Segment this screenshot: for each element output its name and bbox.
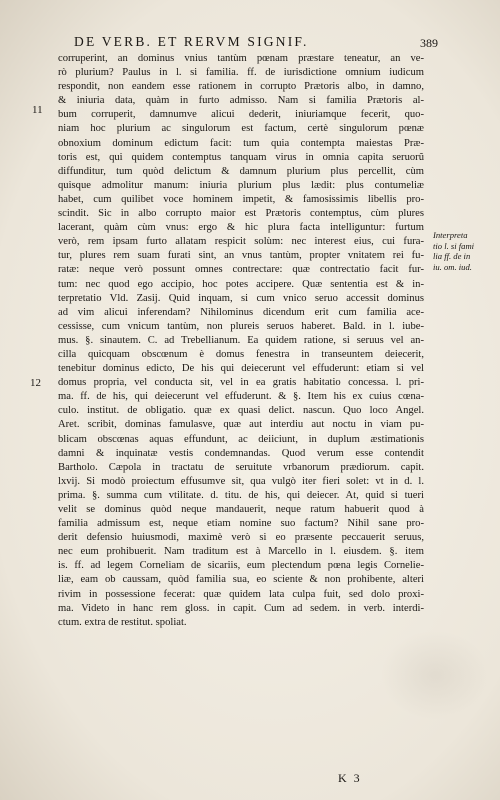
text-line: derit defensio huiusmodi, maximè verò si eo præsente peccauerit seruus, xyxy=(58,532,424,544)
marginal-note-line: Interpreta xyxy=(433,230,468,240)
text-line: scindit. Sic in albo corrupto maior est Prætoris contemptus, cùm plures xyxy=(58,208,424,220)
text-line: quisque admolitur manum: iniuria plurium plus lædit: plus contumeliæ xyxy=(58,179,424,191)
text-line: & iniuria data, quàm in furto admisso. Nam si familia Prætoris al- xyxy=(58,95,424,107)
running-head: DE VERB. ET RERVM SIGNIF. xyxy=(74,34,309,49)
text-line: cilla quicquam obscœnum è domus fenestra in transeuntem deiecerit, xyxy=(58,348,424,360)
signature-mark: K 3 xyxy=(338,771,362,785)
text-line: corruperint, an dominus vnius tantùm pœnam præstare teneatur, an ve- xyxy=(58,53,424,64)
text-line: blicam obscœnas aquas effundunt, ac deiiciunt, in duplum æstimationis xyxy=(58,433,424,445)
text-line: respondit, non eandem esse rationem in corrupto Prætoris albo, in damno, xyxy=(58,81,424,93)
marginal-note xyxy=(433,230,495,272)
text-line: niam hoc plurium ac singulorum est factum, certè singulorum pœnæ xyxy=(58,123,424,135)
margin-number-12: 12 xyxy=(30,377,41,389)
text-line: bum corruperit, damnumve alicui dederit, iniuriamque fecerit, quo- xyxy=(58,109,424,121)
text-line: Aret. scribit, dominas famulasve, quæ aut interdiu aut noctu in viam pu- xyxy=(58,419,424,431)
text-line: mus. §. sinautem. C. ad Trebellianum. Ea quidem ratione, si seruus vel an- xyxy=(58,334,424,346)
text-line: ma. ff. de his, qui deiecerunt vel effuderunt. & §. Item his ex cuius cœna- xyxy=(58,391,424,403)
text-line: rò plurium? Paulus in l. si familia. ff. de iurisdictione omnium iudicum xyxy=(58,67,424,79)
text-line: velit se dominus quòd neque mandauerit, neque ratum habuerit quod à xyxy=(58,504,424,515)
page-number: 389 xyxy=(420,36,438,50)
text-line: familia admissum est, neque etiam nomine suo factum? Nihil sane pro- xyxy=(58,518,424,530)
text-line: cessisse, cum vnicum tantùm, non plureis seruos haberet. Bald. in l. iube- xyxy=(58,320,424,332)
marginal-note-line: tio l. si fami xyxy=(433,240,475,251)
text-line: lxvij. Si modò proiectum effusumve sit, qua vulgò iter fieri solet: vt in d. l. xyxy=(58,475,424,487)
text-line: rivim in possessione fecerat: quæ quidem lata culpa fuit, sed dolo proxi- xyxy=(58,588,424,600)
text-line: tur, plures rem suam furati sint, an vnus tantùm, propter vnitatem rei fu- xyxy=(58,250,424,262)
text-line: diffunditur, tum quòd delictum & damnum plurium plus percellit, cùm xyxy=(58,165,424,177)
text-line: ratæ: neque verò possunt omnes contrectare: quæ contrectatio facit fur- xyxy=(58,264,424,276)
text-line: obnoxium dominum edictum facit: tum quia contempta maiestas Præ- xyxy=(58,137,424,149)
text-line: tum: nec quod ego accipio, hoc potes accipere. Quæ sententia est & in- xyxy=(58,278,424,290)
body-text xyxy=(58,52,424,630)
text-line: habet, cum quilibet voce hominem impetit, & famosissimis libellis pro- xyxy=(58,193,424,205)
text-line: Bartholo. Cæpola in tractatu de seruitute vrbanorum prædiorum. capit. xyxy=(58,461,424,473)
text-line: lacerant, quàm cùm vnus: ergo & hic plura facta intelliguntur: furtum xyxy=(58,222,424,234)
marginal-note-line: lia ff. de in xyxy=(433,251,471,262)
text-line: verò, rem ipsam furto allatam respicit solùm: nec interest eius, cui fura- xyxy=(58,236,424,248)
text-line: nec eum prohibuerit. Nam traditum est à Marcello in l. eiusdem. §. item xyxy=(58,546,424,558)
text-line: tenebitur dominus edicto, De his qui deiecerunt vel effuderunt: etiam si vel xyxy=(58,363,424,375)
text-line: liæ, eam ob caussam, quòd familia sua, eo sciente & non prohibente, alteri xyxy=(58,574,424,586)
show-through-stain xyxy=(380,630,490,720)
text-line: toris est, qui quidem contemptus tanquam virus in omnia capita seruorũ xyxy=(58,151,424,163)
margin-number-11: 11 xyxy=(32,104,43,116)
text-line: terpretatio Vld. Zasij. Quid inquam, si cum vnico seruo accessit dominus xyxy=(58,292,424,304)
text-line: ad vim alicui inferendam? Nihilominus dicendum erit cum familia ace- xyxy=(58,306,424,318)
marginal-note-line: iu. om. iud. xyxy=(433,261,472,272)
text-line: culo. institut. de obligatio. quæ ex quasi delict. nascun. Quo loco Angel. xyxy=(58,405,424,417)
text-line: ma. Videto in hanc rem gloss. in capit. Cum ad sedem. in verb. interdi- xyxy=(58,602,424,614)
text-line: is. ff. ad legem Corneliam de sicariis, eum plectendum pœna legis Cornelie- xyxy=(58,560,424,572)
text-line: domus propria, vel conducta sit, vel in ea gratis habitatio concessa. l. pri- xyxy=(58,377,424,389)
text-line: damni & inquinatæ vestis condemnandas. Quod verum esse contendit xyxy=(58,447,424,459)
text-line: prima. §. summa cum vtilitate. d. titu. de his, qui deiecer. At, quid si tueri xyxy=(58,489,424,501)
text-line: ctum. extra de restitut. spoliat. xyxy=(58,616,187,628)
